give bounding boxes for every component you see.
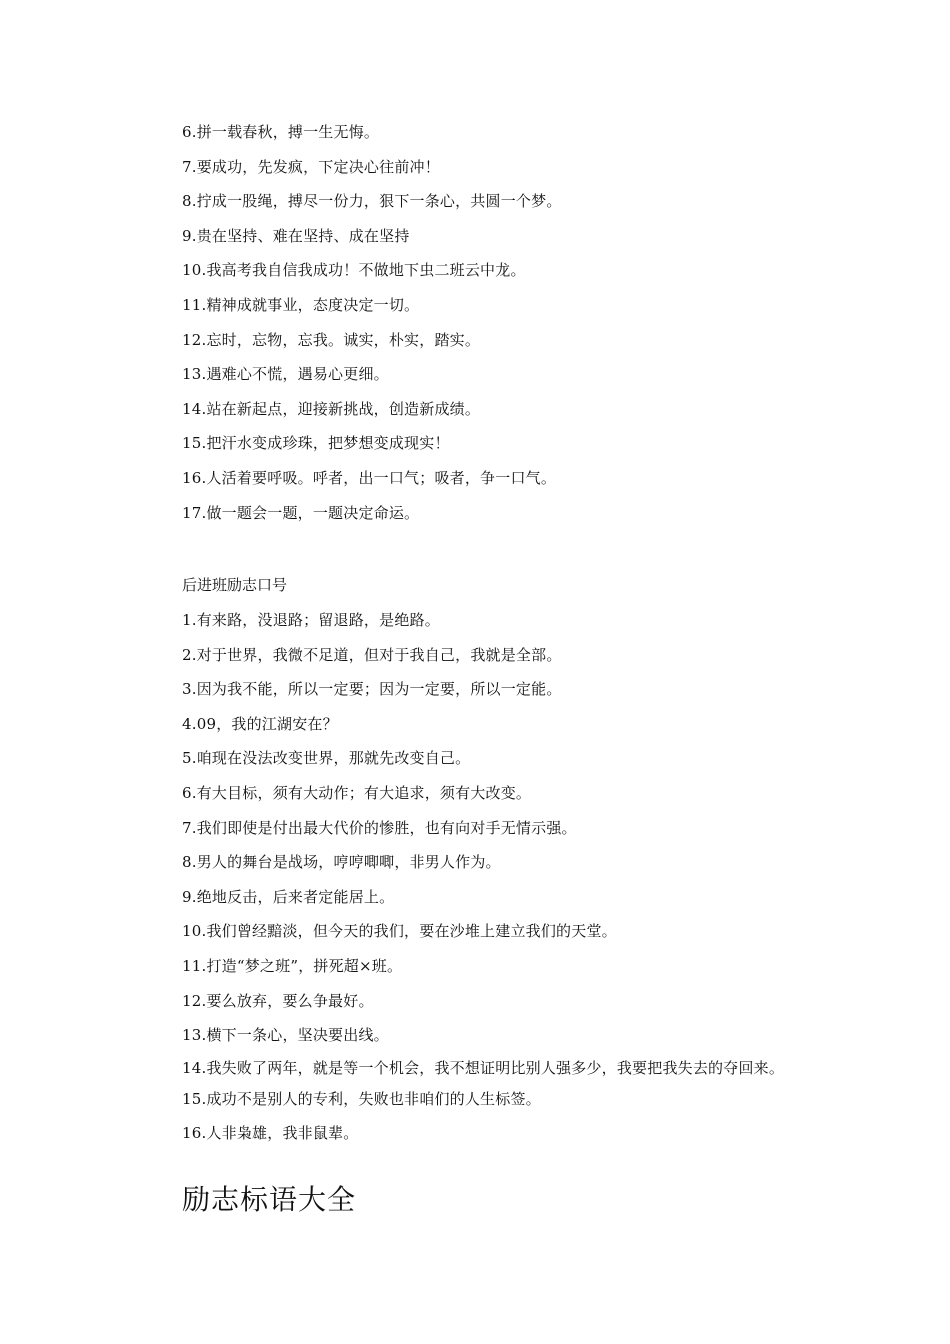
slogan-list-2 <box>144 608 812 1156</box>
slogan-item: 17.做一题会一题，一题决定命运。 <box>182 503 420 522</box>
slogan-item: 13.横下一条心，坚决要出线。 <box>182 1026 389 1045</box>
slogan-item: 11.打造“梦之班”，拼死超×班。 <box>182 956 403 975</box>
slogan-item: 12.忘时，忘物，忘我。诚实，朴实，踏实。 <box>182 330 481 349</box>
slogan-item: 13.遇难心不慌，遇易心更细。 <box>182 365 389 384</box>
slogan-item: 10.我们曾经黯淡，但今天的我们，要在沙堆上建立我们的天堂。 <box>182 922 617 941</box>
slogan-item: 6.拼一载春秋，搏一生无悔。 <box>182 123 380 141</box>
slogan-item: 15.成功不是别人的专利，失败也非咱们的人生标签。 <box>182 1089 541 1108</box>
slogan-item: 10.我高考我自信我成功！不做地下虫二班云中龙。 <box>182 261 526 280</box>
slogan-item: 1.有来路，没退路；留退路，是绝路。 <box>182 611 440 629</box>
slogan-item: 8.男人的舞台是战场，哼哼唧唧，非男人作为。 <box>182 853 501 872</box>
slogan-item: 14.站在新起点，迎接新挑战，创造新成绩。 <box>182 399 481 418</box>
slogan-item: 2.对于世界，我微不足道，但对于我自己，我就是全部。 <box>182 645 562 664</box>
slogan-item: 5.咱现在没法改变世界，那就先改变自己。 <box>182 749 471 768</box>
slogan-item: 12.要么放弃，要么争最好。 <box>182 991 374 1010</box>
slogan-item: 7.我们即使是付出最大代价的惨胜，也有向对手无情示强。 <box>182 818 577 837</box>
slogan-item: 9.贵在坚持、难在坚持、成在坚持 <box>182 226 410 245</box>
slogan-item: 6.有大目标，须有大动作；有大追求，须有大改变。 <box>182 783 532 802</box>
slogan-item: 3.因为我不能，所以一定要；因为一定要，所以一定能。 <box>182 680 562 699</box>
slogan-item: 15.把汗水变成珍珠，把梦想变成现实！ <box>182 434 450 453</box>
slogan-item: 4.09，我的江湖安在？ <box>182 714 338 733</box>
slogan-item: 16.人活着要呼吸。呼者，出一口气；吸者，争一口气。 <box>182 468 557 487</box>
slogan-item: 16.人非枭雄，我非鼠辈。 <box>182 1124 359 1143</box>
document-title: 励志标语大全 <box>182 1183 357 1216</box>
slogan-list-1 <box>144 120 812 535</box>
slogan-item: 14.我失败了两年，就是等一个机会，我不想证明比别人强多少，我要把我失去的夺回来。 <box>182 1058 785 1077</box>
slogan-item: 11.精神成就事业，态度决定一切。 <box>182 295 420 314</box>
slogan-item: 8.拧成一股绳，搏尽一份力，狠下一条心，共圆一个梦。 <box>182 192 562 211</box>
slogan-item: 9.绝地反击，后来者定能居上。 <box>182 887 395 906</box>
section-heading: 后进班励志口号 <box>182 576 288 594</box>
slogan-item: 7.要成功，先发疯，下定决心往前冲！ <box>182 157 440 176</box>
